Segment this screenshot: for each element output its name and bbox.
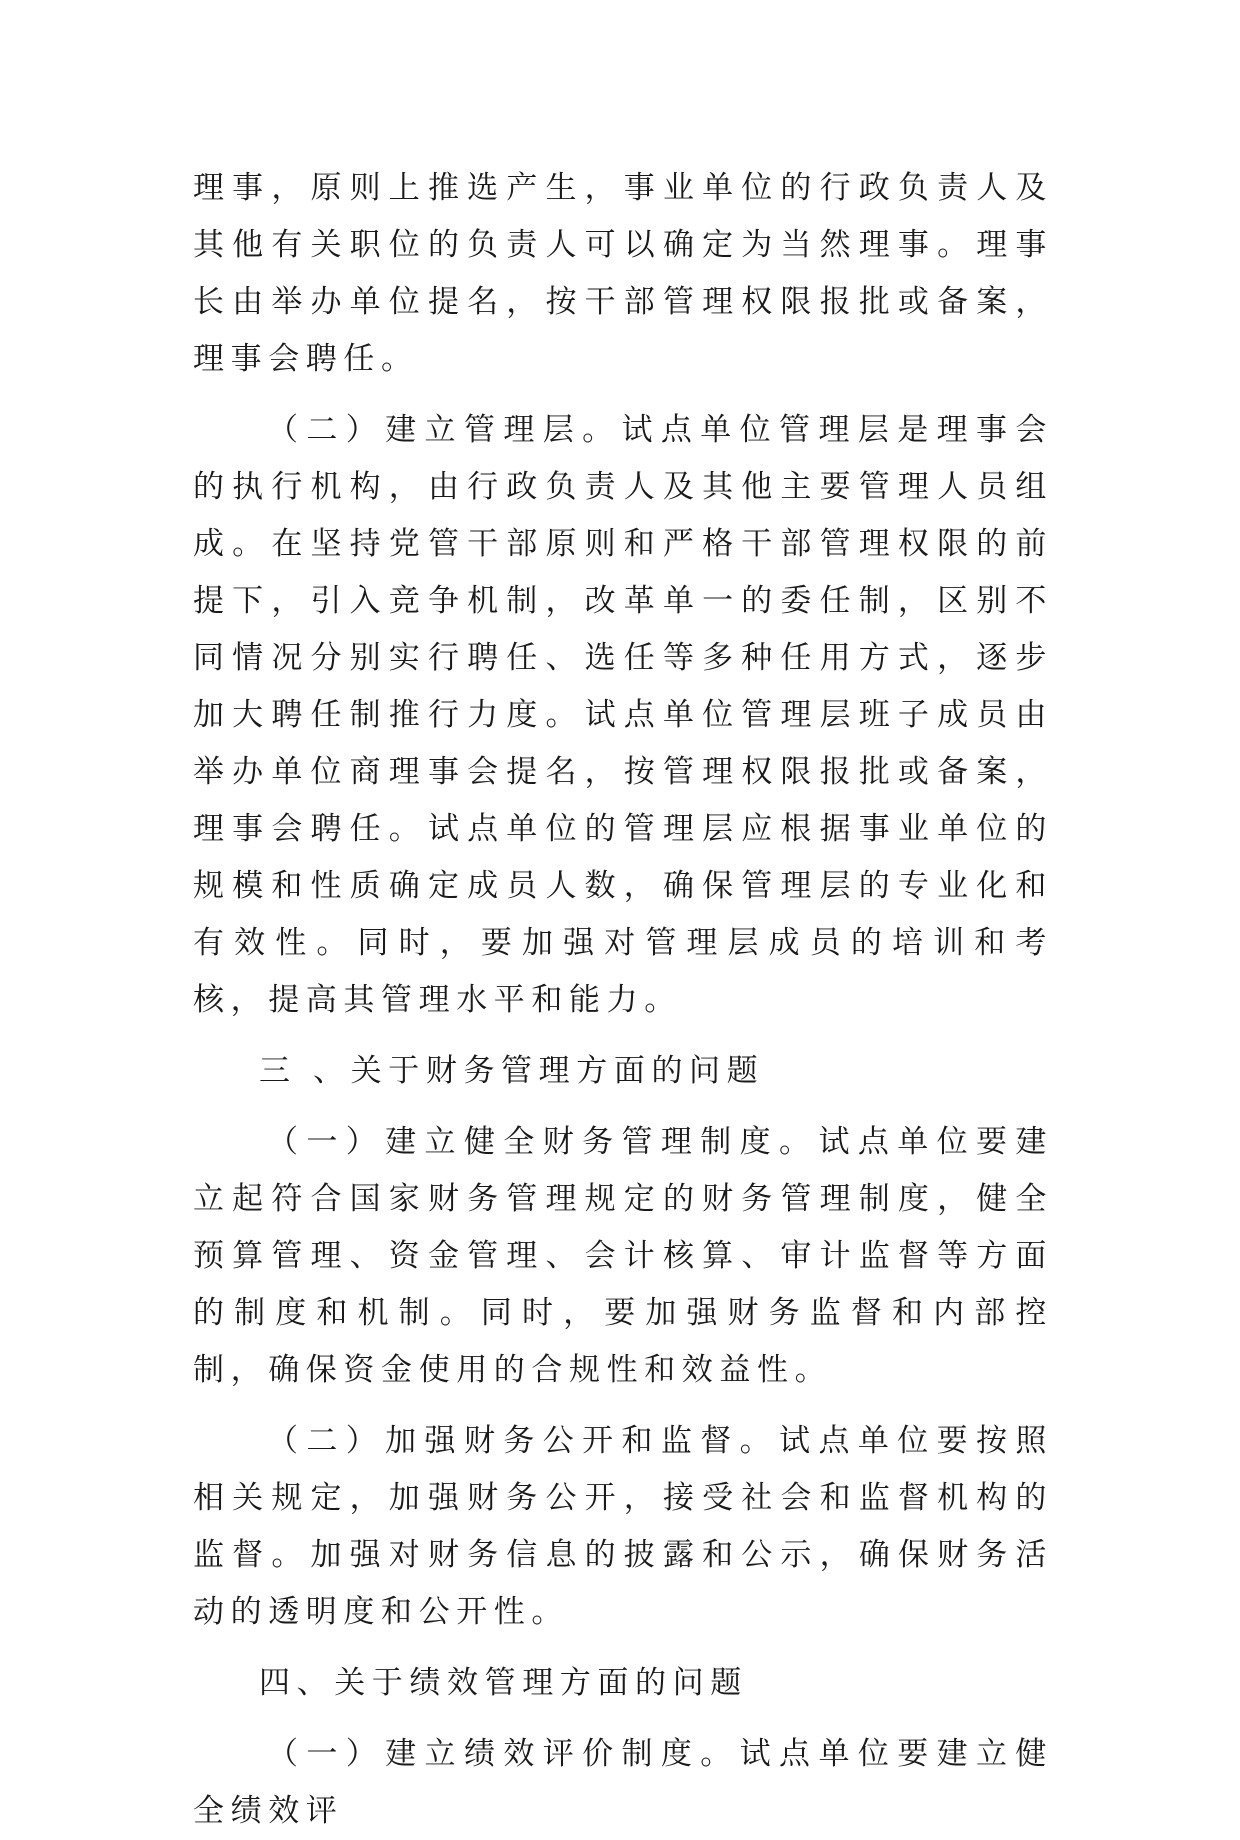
section-heading-finance: 三 、关于财务管理方面的问题: [259, 1053, 765, 1089]
paragraph-finance-disclosure: （二）加强财务公开和监督。试点单位要按照相关规定，加强财务公开，接受社会和监督机构的监督。加强对财务信息的披露和公示，确保财务活动的透明度和公开性。: [193, 1423, 1053, 1630]
section-heading-performance: 四、关于绩效管理方面的问题: [259, 1665, 748, 1701]
document-page: [193, 160, 1053, 1840]
paragraph-establish-management: （二）建立管理层。试点单位管理层是理事会的执行机构，由行政负责人及其他主要管理人员组成。在坚持党管干部原则和严格干部管理权限的前提下，引入竞争机制，改革单一的委任制，区别不同情况分别实行聘任、选任等多种任用方式，逐步加大聘任制推行力度。试点单位管理层班子成员由举办单位商理事会提名，按管理权限报批或备案，理事会聘任。试点单位的管理层应根据事业单位的规模和性质确定成员人数，确保管理层的专业化和有效性。同时，要加强对管理层成员的培训和考核，提高其管理水平和能力。: [193, 412, 1053, 1018]
paragraph-performance-evaluation: （一）建立绩效评价制度。试点单位要建立健全绩效评: [193, 1736, 1053, 1829]
paragraph-continuation: 理事，原则上推选产生，事业单位的行政负责人及其他有关职位的负责人可以确定为当然理事。理事长由举办单位提名，按干部管理权限报批或备案，理事会聘任。: [193, 170, 1053, 377]
paragraph-finance-system: （一）建立健全财务管理制度。试点单位要建立起符合国家财务管理规定的财务管理制度，健全预算管理、资金管理、会计核算、审计监督等方面的制度和机制。同时，要加强财务监督和内部控制，确保资金使用的合规性和效益性。: [193, 1124, 1053, 1388]
